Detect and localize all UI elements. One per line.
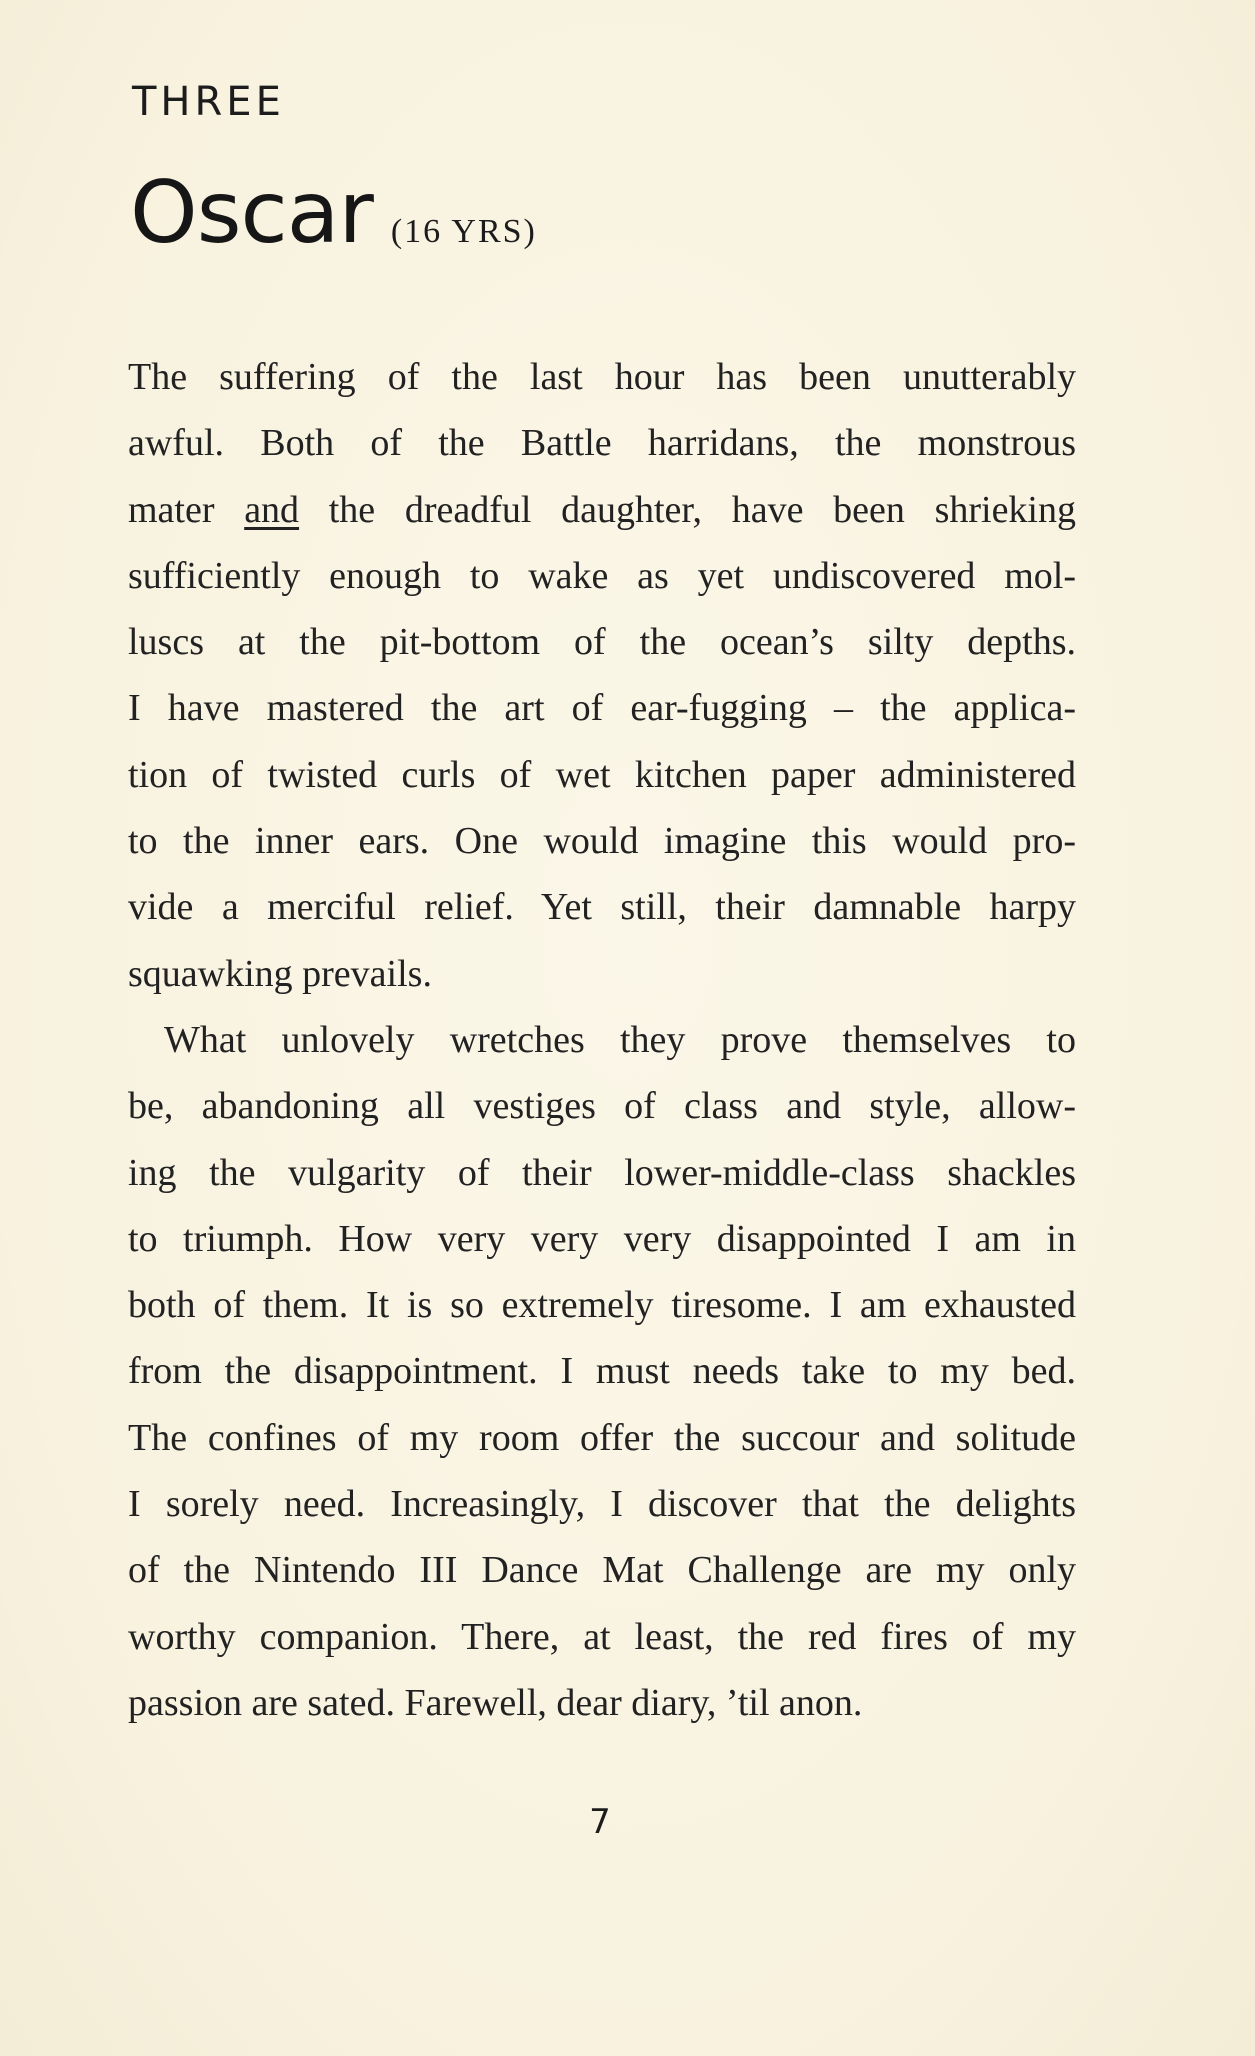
text-line: What unlovely wretches they prove themselves to: [164, 1018, 1076, 1061]
text-line: The suffering of the last hour has been unutterably: [128, 356, 1076, 398]
text-line: both of them. It is so extremely tiresome. I am exhausted: [128, 1284, 1076, 1327]
page-number: 7: [589, 1802, 611, 1842]
chapter-name: Oscar: [130, 163, 373, 263]
chapter-age: (16 YRS): [390, 213, 537, 250]
text-line: vide a merciful relief. Yet still, their damnable harpy: [128, 886, 1076, 929]
text-line: I have mastered the art of ear-fugging – the applica-: [128, 687, 1076, 730]
text-line-rest: the dreadful daughter, have been shrieking: [328, 488, 1076, 531]
text-line: luscs at the pit-bottom of the ocean’s silty depths.: [128, 621, 1076, 664]
underlined-word: and: [244, 488, 300, 531]
chapter-number: THREE: [132, 79, 285, 125]
text-line: ing the vulgarity of their lower-middle-class shackles: [128, 1151, 1076, 1194]
text-line: of the Nintendo III Dance Mat Challenge are my only: [128, 1549, 1076, 1592]
text-line: [128, 477, 1076, 543]
text-line: be, abandoning all vestiges of class and style, allow-: [128, 1085, 1076, 1128]
text-line: to triumph. How very very very disappointed I am in: [128, 1217, 1076, 1260]
paragraph-1: [128, 344, 1076, 1007]
text-line: I sorely need. Increasingly, I discover that the delights: [128, 1483, 1076, 1526]
text-line: worthy companion. There, at least, the red fires of my: [128, 1615, 1076, 1658]
chapter-title: [130, 163, 537, 263]
text-line: sufficiently enough to wake as yet undiscovered mol-: [128, 554, 1076, 597]
text-line: tion of twisted curls of wet kitchen paper administered: [128, 753, 1076, 796]
text-line-prefix: mater: [128, 488, 245, 531]
text-line: passion are sated. Farewell, dear diary, ’til anon.: [128, 1681, 863, 1724]
text-line: The confines of my room offer the succour and solitude: [128, 1416, 1076, 1459]
text-line: awful. Both of the Battle harridans, the monstrous: [128, 422, 1076, 465]
text-line: squawking prevails.: [128, 952, 432, 995]
text-line: to the inner ears. One would imagine this would pro-: [128, 820, 1076, 863]
body-text: [128, 344, 1076, 1736]
paragraph-2: [128, 1007, 1076, 1736]
text-line: from the disappointment. I must needs take to my bed.: [128, 1350, 1076, 1393]
